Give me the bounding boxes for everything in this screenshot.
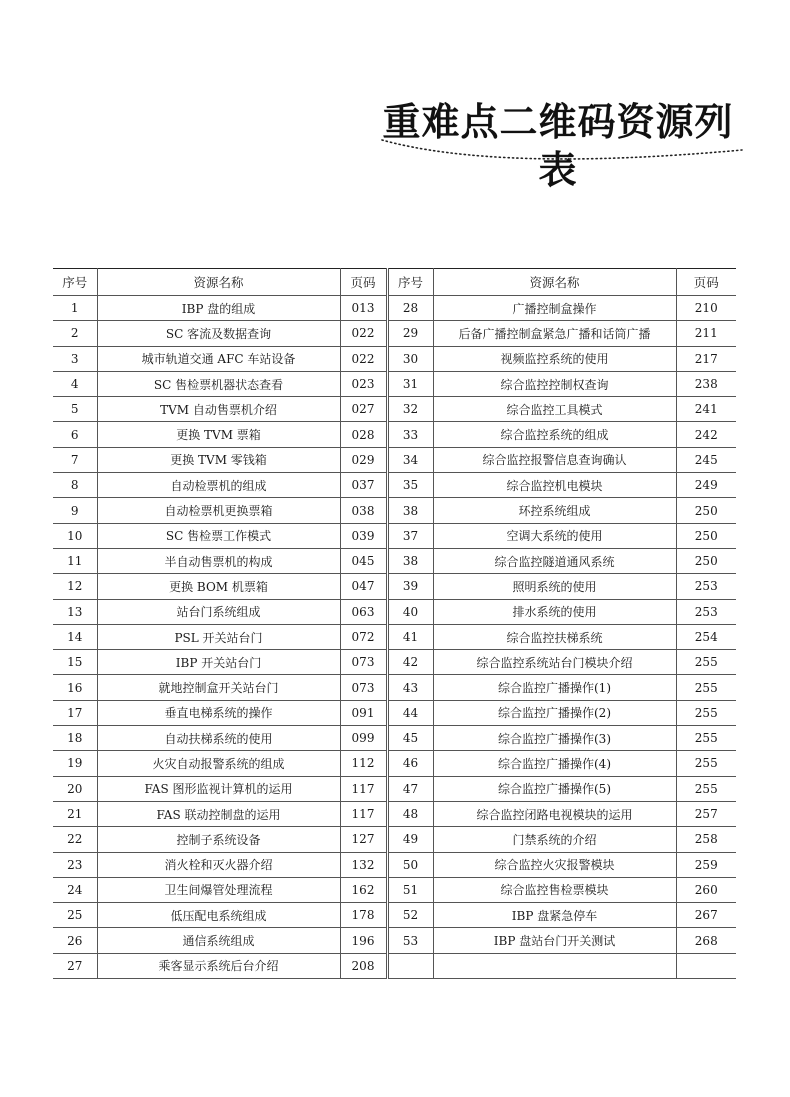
row-seq-left: 10 (53, 523, 97, 548)
row-name-right: 综合监控扶梯系统 (433, 624, 676, 649)
row-page-right: 210 (676, 296, 736, 321)
row-name-right: 综合监控广播操作(2) (433, 700, 676, 725)
table-row (53, 473, 736, 498)
row-name-left: 通信系统组成 (97, 928, 340, 953)
row-name-left: 卫生间爆管处理流程 (97, 877, 340, 902)
row-page-right: 255 (676, 700, 736, 725)
row-name-left: FAS 图形监视计算机的运用 (97, 776, 340, 801)
row-page-left: 178 (340, 903, 387, 928)
row-name-left: 消火栓和灭火器介绍 (97, 852, 340, 877)
table-row (53, 700, 736, 725)
row-page-left: 072 (340, 624, 387, 649)
row-seq-right (387, 953, 433, 978)
row-seq-right: 34 (387, 447, 433, 472)
row-page-right: 255 (676, 675, 736, 700)
row-name-right: 综合监控广播操作(3) (433, 726, 676, 751)
row-seq-right: 33 (387, 422, 433, 447)
row-name-right: 综合监控广播操作(5) (433, 776, 676, 801)
row-name-left: 自动检票机的组成 (97, 473, 340, 498)
row-page-left: 022 (340, 346, 387, 371)
row-page-right: 250 (676, 523, 736, 548)
table-row (53, 776, 736, 801)
row-name-right: 后备广播控制盒紧急广播和话筒广播 (433, 321, 676, 346)
row-name-right: 综合监控系统站台门模块介绍 (433, 650, 676, 675)
row-seq-right: 38 (387, 548, 433, 573)
row-seq-right: 31 (387, 371, 433, 396)
table-row (53, 903, 736, 928)
row-seq-left: 24 (53, 877, 97, 902)
row-page-left: 196 (340, 928, 387, 953)
row-name-left: 站台门系统组成 (97, 599, 340, 624)
row-name-left: IBP 开关站台门 (97, 650, 340, 675)
row-page-left: 112 (340, 751, 387, 776)
row-page-right: 217 (676, 346, 736, 371)
row-seq-right: 46 (387, 751, 433, 776)
row-seq-left: 15 (53, 650, 97, 675)
row-seq-left: 17 (53, 700, 97, 725)
row-page-left: 073 (340, 675, 387, 700)
row-page-left: 117 (340, 776, 387, 801)
row-seq-left: 19 (53, 751, 97, 776)
row-seq-left: 13 (53, 599, 97, 624)
row-name-left: 自动检票机更换票箱 (97, 498, 340, 523)
row-name-right: 视频监控系统的使用 (433, 346, 676, 371)
row-seq-right: 42 (387, 650, 433, 675)
row-name-right: 综合监控广播操作(4) (433, 751, 676, 776)
row-page-right: 211 (676, 321, 736, 346)
row-seq-left: 2 (53, 321, 97, 346)
row-seq-right: 44 (387, 700, 433, 725)
row-page-right: 257 (676, 801, 736, 826)
table-row (53, 498, 736, 523)
row-seq-right: 49 (387, 827, 433, 852)
row-page-right: 249 (676, 473, 736, 498)
row-name-left: 火灾自动报警系统的组成 (97, 751, 340, 776)
row-page-right (676, 953, 736, 978)
table-header-row (53, 269, 736, 296)
row-seq-left: 22 (53, 827, 97, 852)
table-row (53, 624, 736, 649)
row-name-right: 综合监控机电模块 (433, 473, 676, 498)
row-name-right: 综合监控隧道通风系统 (433, 548, 676, 573)
row-seq-left: 4 (53, 371, 97, 396)
row-page-right: 254 (676, 624, 736, 649)
table-row (53, 321, 736, 346)
row-name-left: 更换 TVM 票箱 (97, 422, 340, 447)
row-seq-left: 21 (53, 801, 97, 826)
row-seq-left: 23 (53, 852, 97, 877)
row-seq-right: 30 (387, 346, 433, 371)
table-row (53, 650, 736, 675)
table-row (53, 827, 736, 852)
row-name-left: IBP 盘的组成 (97, 296, 340, 321)
row-name-right: 照明系统的使用 (433, 574, 676, 599)
row-name-left: 自动扶梯系统的使用 (97, 726, 340, 751)
row-page-left: 023 (340, 371, 387, 396)
row-page-left: 127 (340, 827, 387, 852)
row-name-left: 半自动售票机的构成 (97, 548, 340, 573)
table-row (53, 574, 736, 599)
row-name-right: 综合监控火灾报警模块 (433, 852, 676, 877)
table-row (53, 548, 736, 573)
table-row (53, 447, 736, 472)
table-row (53, 397, 736, 422)
row-page-left: 208 (340, 953, 387, 978)
row-seq-right: 28 (387, 296, 433, 321)
row-name-left: SC 售检票机器状态查看 (97, 371, 340, 396)
table-row (53, 422, 736, 447)
table-row (53, 599, 736, 624)
row-page-right: 250 (676, 548, 736, 573)
title-dotted-curve (378, 136, 746, 176)
row-name-left: 更换 TVM 零钱箱 (97, 447, 340, 472)
row-seq-left: 1 (53, 296, 97, 321)
row-page-right: 253 (676, 599, 736, 624)
row-name-left: 更换 BOM 机票箱 (97, 574, 340, 599)
row-page-right: 255 (676, 751, 736, 776)
row-seq-right: 37 (387, 523, 433, 548)
row-seq-right: 41 (387, 624, 433, 649)
row-name-left: TVM 自动售票机介绍 (97, 397, 340, 422)
row-seq-left: 9 (53, 498, 97, 523)
row-seq-left: 11 (53, 548, 97, 573)
row-name-left: 控制子系统设备 (97, 827, 340, 852)
row-seq-left: 3 (53, 346, 97, 371)
row-name-right: 空调大系统的使用 (433, 523, 676, 548)
row-seq-right: 50 (387, 852, 433, 877)
row-page-right: 258 (676, 827, 736, 852)
header-name-right: 资源名称 (433, 269, 676, 296)
row-name-right: 综合监控报警信息查询确认 (433, 447, 676, 472)
row-page-right: 255 (676, 650, 736, 675)
row-page-left: 029 (340, 447, 387, 472)
row-page-left: 132 (340, 852, 387, 877)
row-name-left: PSL 开关站台门 (97, 624, 340, 649)
row-seq-right: 39 (387, 574, 433, 599)
header-seq-right: 序号 (387, 269, 433, 296)
row-page-right: 255 (676, 776, 736, 801)
row-name-left: 垂直电梯系统的操作 (97, 700, 340, 725)
row-page-right: 242 (676, 422, 736, 447)
row-name-right: 综合监控工具模式 (433, 397, 676, 422)
row-page-right: 238 (676, 371, 736, 396)
row-name-right (433, 953, 676, 978)
row-page-right: 255 (676, 726, 736, 751)
row-page-left: 117 (340, 801, 387, 826)
page-title: 重难点二维码资源列表 (382, 99, 734, 192)
row-page-left: 162 (340, 877, 387, 902)
row-seq-left: 14 (53, 624, 97, 649)
table-body (53, 296, 736, 979)
row-page-right: 260 (676, 877, 736, 902)
row-page-right: 268 (676, 928, 736, 953)
row-name-left: 就地控制盒开关站台门 (97, 675, 340, 700)
row-page-left: 027 (340, 397, 387, 422)
row-name-right: 综合监控广播操作(1) (433, 675, 676, 700)
row-seq-left: 20 (53, 776, 97, 801)
row-page-left: 037 (340, 473, 387, 498)
table-row (53, 801, 736, 826)
row-page-left: 039 (340, 523, 387, 548)
row-page-left: 022 (340, 321, 387, 346)
row-page-left: 073 (340, 650, 387, 675)
row-page-left: 028 (340, 422, 387, 447)
row-seq-left: 6 (53, 422, 97, 447)
header-page-right: 页码 (676, 269, 736, 296)
table-row (53, 726, 736, 751)
row-name-left: 乘客显示系统后台介绍 (97, 953, 340, 978)
row-seq-right: 53 (387, 928, 433, 953)
resource-table (53, 268, 736, 979)
table-row (53, 953, 736, 978)
row-page-right: 245 (676, 447, 736, 472)
table-row (53, 346, 736, 371)
row-name-left: FAS 联动控制盘的运用 (97, 801, 340, 826)
table-row (53, 371, 736, 396)
row-name-left: SC 客流及数据查询 (97, 321, 340, 346)
row-name-right: IBP 盘紧急停车 (433, 903, 676, 928)
table-row (53, 928, 736, 953)
row-name-left: SC 售检票工作模式 (97, 523, 340, 548)
row-name-right: 综合监控售检票模块 (433, 877, 676, 902)
row-page-left: 047 (340, 574, 387, 599)
row-seq-left: 12 (53, 574, 97, 599)
table-row (53, 675, 736, 700)
row-page-left: 045 (340, 548, 387, 573)
row-page-left: 038 (340, 498, 387, 523)
table-row (53, 877, 736, 902)
row-seq-left: 7 (53, 447, 97, 472)
row-seq-right: 52 (387, 903, 433, 928)
header-page-left: 页码 (340, 269, 387, 296)
row-seq-right: 38 (387, 498, 433, 523)
row-seq-right: 47 (387, 776, 433, 801)
row-seq-left: 25 (53, 903, 97, 928)
row-seq-right: 29 (387, 321, 433, 346)
row-seq-right: 40 (387, 599, 433, 624)
row-seq-left: 5 (53, 397, 97, 422)
row-name-left: 低压配电系统组成 (97, 903, 340, 928)
row-seq-left: 16 (53, 675, 97, 700)
row-name-right: 门禁系统的介绍 (433, 827, 676, 852)
row-page-left: 013 (340, 296, 387, 321)
table-row (53, 296, 736, 321)
table-row (53, 751, 736, 776)
row-name-right: 综合监控控制权查询 (433, 371, 676, 396)
row-seq-right: 43 (387, 675, 433, 700)
resource-table-wrapper (53, 268, 736, 979)
row-seq-left: 8 (53, 473, 97, 498)
row-seq-right: 45 (387, 726, 433, 751)
row-seq-right: 51 (387, 877, 433, 902)
row-page-left: 099 (340, 726, 387, 751)
header-seq-left: 序号 (53, 269, 97, 296)
row-seq-left: 26 (53, 928, 97, 953)
row-page-right: 241 (676, 397, 736, 422)
row-seq-right: 48 (387, 801, 433, 826)
row-name-right: 环控系统组成 (433, 498, 676, 523)
row-name-right: 综合监控系统的组成 (433, 422, 676, 447)
row-seq-right: 35 (387, 473, 433, 498)
row-name-right: 排水系统的使用 (433, 599, 676, 624)
row-page-right: 259 (676, 852, 736, 877)
row-page-left: 063 (340, 599, 387, 624)
row-name-right: 广播控制盒操作 (433, 296, 676, 321)
row-seq-left: 27 (53, 953, 97, 978)
row-name-right: 综合监控闭路电视模块的运用 (433, 801, 676, 826)
row-seq-right: 32 (387, 397, 433, 422)
row-page-left: 091 (340, 700, 387, 725)
row-seq-left: 18 (53, 726, 97, 751)
row-name-right: IBP 盘站台门开关测试 (433, 928, 676, 953)
row-page-right: 250 (676, 498, 736, 523)
table-row (53, 852, 736, 877)
row-page-right: 267 (676, 903, 736, 928)
row-name-left: 城市轨道交通 AFC 车站设备 (97, 346, 340, 371)
header-name-left: 资源名称 (97, 269, 340, 296)
row-page-right: 253 (676, 574, 736, 599)
table-row (53, 523, 736, 548)
